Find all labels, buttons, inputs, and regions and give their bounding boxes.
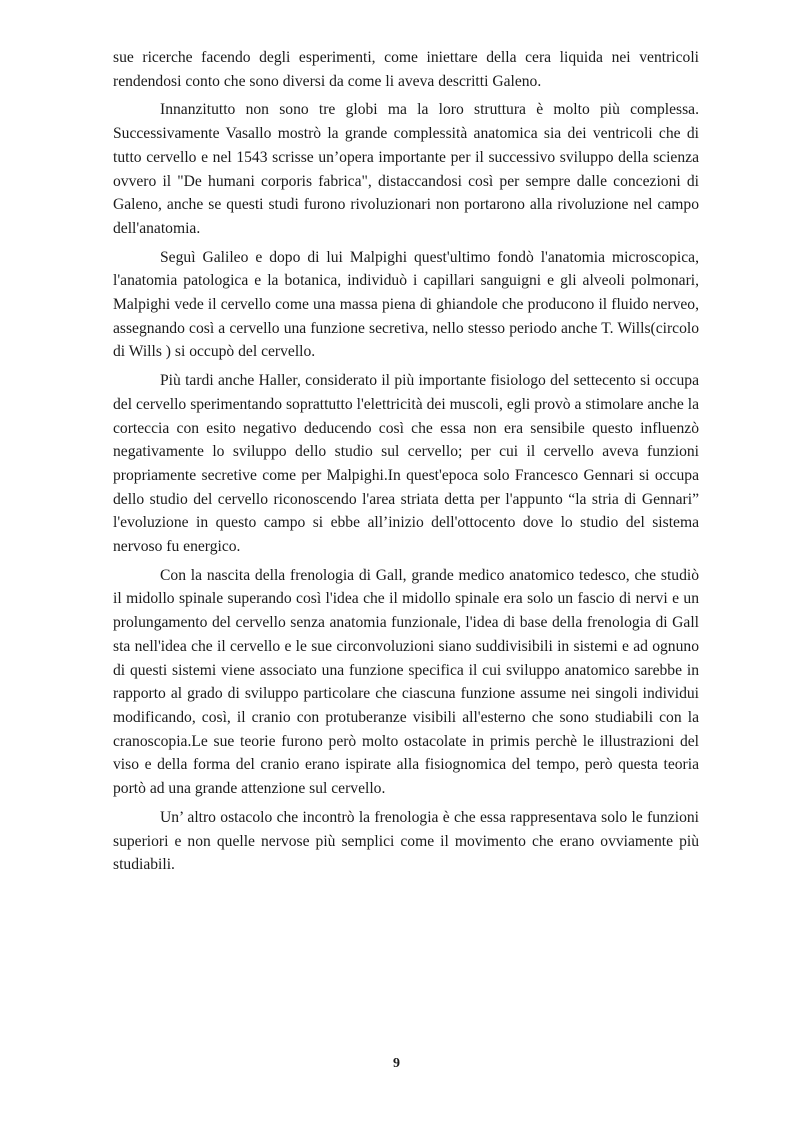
- paragraph-1: sue ricerche facendo degli esperimenti, come iniettare della cera liquida nei ventricoli rendendosi conto che sono diversi da come li aveva descritti Galeno.: [113, 49, 699, 90]
- paragraph-4: Più tardi anche Haller, considerato il più importante fisiologo del settecento si occupa del cervello sperimentando soprattutto l'elettricità dei muscoli, egli provò a stimolare anche la corteccia con esito negativo deducendo così che essa non era sensibile questo influenzò negativamente lo sviluppo dello studio sul cervello; per cui il cervello aveva funzioni propriamente secretive come per Malpighi.In quest'epoca solo Francesco Gennari si occupa dello studio del cervello riconoscendo l'area striata detta per l'appunto “la stria di Gennari” l'evoluzione in questo campo si ebbe all’inizio dell'ottocento dove lo studio del sistema nervoso fu energico.: [113, 372, 699, 556]
- body-text: [113, 46, 699, 882]
- paragraph-6: Un’ altro ostacolo che incontrò la frenologia è che essa rappresentava solo le funzioni superiori e non quelle nervose più semplici come il movimento che erano ovviamente più studiabili.: [113, 808, 699, 874]
- paragraph-5: Con la nascita della frenologia di Gall, grande medico anatomico tedesco, che studiò il midollo spinale superando così l'idea che il midollo spinale era solo un fascio di nervi e un prolungamento del cervello senza anatomia funzionale, l'idea di base della frenologia di Gall sta nell'idea che il cervello e le sue circonvoluzioni siano suddivisibili in sistemi e ad ognuno di questi sistemi viene associato una funzione specifica il cui sviluppo anatomico sarebbe in rapporto al grado di sviluppo particolare che ciascuna funzione assume nei singoli individui modificando, così, il cranio con protuberanze visibili all'esterno che sono studiabili con la cranoscopia.Le sue teorie furono però molto ostacolate in primis perchè le illustrazioni del viso e della forma del cranio erano ispirate alla fisiognomica del tempo, però questa teoria portò ad una grande attenzione sul cervello.: [113, 566, 699, 798]
- page-number: 9: [393, 1056, 400, 1071]
- paragraph-2: Innanzitutto non sono tre globi ma la loro struttura è molto più complessa. Successivamente Vasallo mostrò la grande complessità anatomica sia dei ventricoli che di tutto cervello e nel 1543 scrisse un’opera importante per il successivo sviluppo della scienza ovvero il "De humani corporis fabrica", distaccandosi così per sempre dalle concezioni di Galeno, anche se questi studi furono rivoluzionari non portarono alla rivoluzione nel campo dell'anatomia.: [113, 101, 699, 237]
- paragraph-3: Seguì Galileo e dopo di lui Malpighi quest'ultimo fondò l'anatomia microscopica, l'anatomia patologica e la botanica, individuò i capillari sanguigni e gli alveoli polmonari, Malpighi vede il cervello come una massa piena di ghiandole che producono il fluido nerveo, assegnando così a cervello una funzione secretiva, nello stesso periodo anche T. Wills(circolo di Wills ) si occupò del cervello.: [113, 248, 699, 361]
